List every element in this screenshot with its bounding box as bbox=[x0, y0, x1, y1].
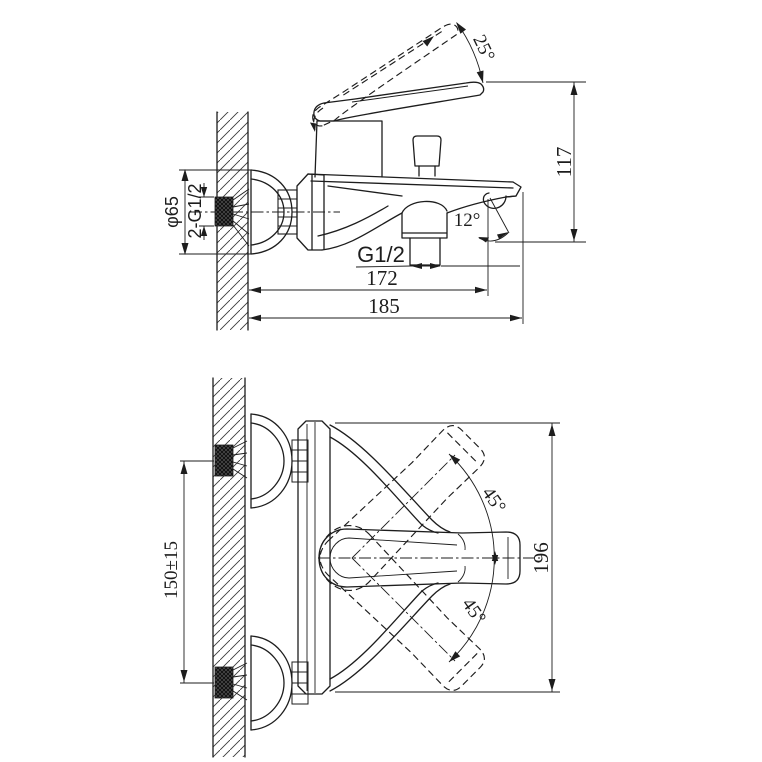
dim-label-45-lower: 45° bbox=[457, 594, 490, 629]
dim-label-wall-thread: 2-G1/2 bbox=[185, 183, 205, 239]
dim-hole-spacing bbox=[161, 461, 188, 683]
lift-direction-arrow bbox=[423, 36, 434, 47]
dim-label-outlet-thread: G1/2 bbox=[357, 242, 405, 267]
dim-width-196 bbox=[335, 423, 560, 692]
body-backplate-plan bbox=[298, 421, 330, 694]
dim-label-45-upper: 45° bbox=[477, 483, 510, 518]
cartridge-housing-side bbox=[315, 121, 382, 177]
dim-label-185: 185 bbox=[368, 294, 400, 318]
dim-label-150: 150±15 bbox=[161, 541, 182, 599]
wall-section-plan bbox=[213, 378, 245, 757]
diverter-knob bbox=[413, 136, 441, 176]
dim-label-12deg: 12° bbox=[453, 210, 481, 231]
dim-label-172: 172 bbox=[366, 266, 398, 290]
dim-wall-thread bbox=[185, 183, 207, 240]
angle-dim-25 bbox=[456, 22, 499, 83]
dim-label-phi65: φ65 bbox=[162, 196, 182, 228]
angle-dim-12 bbox=[454, 198, 509, 243]
lever-raised-dashed bbox=[300, 21, 470, 128]
plan-view bbox=[161, 378, 560, 757]
dim-label-25deg: 25° bbox=[468, 31, 499, 65]
shower-outlet-side bbox=[402, 213, 447, 265]
dim-label-117: 117 bbox=[552, 146, 576, 178]
dim-label-196: 196 bbox=[529, 542, 553, 574]
handle-lever-side bbox=[314, 82, 484, 121]
side-view bbox=[162, 21, 586, 330]
